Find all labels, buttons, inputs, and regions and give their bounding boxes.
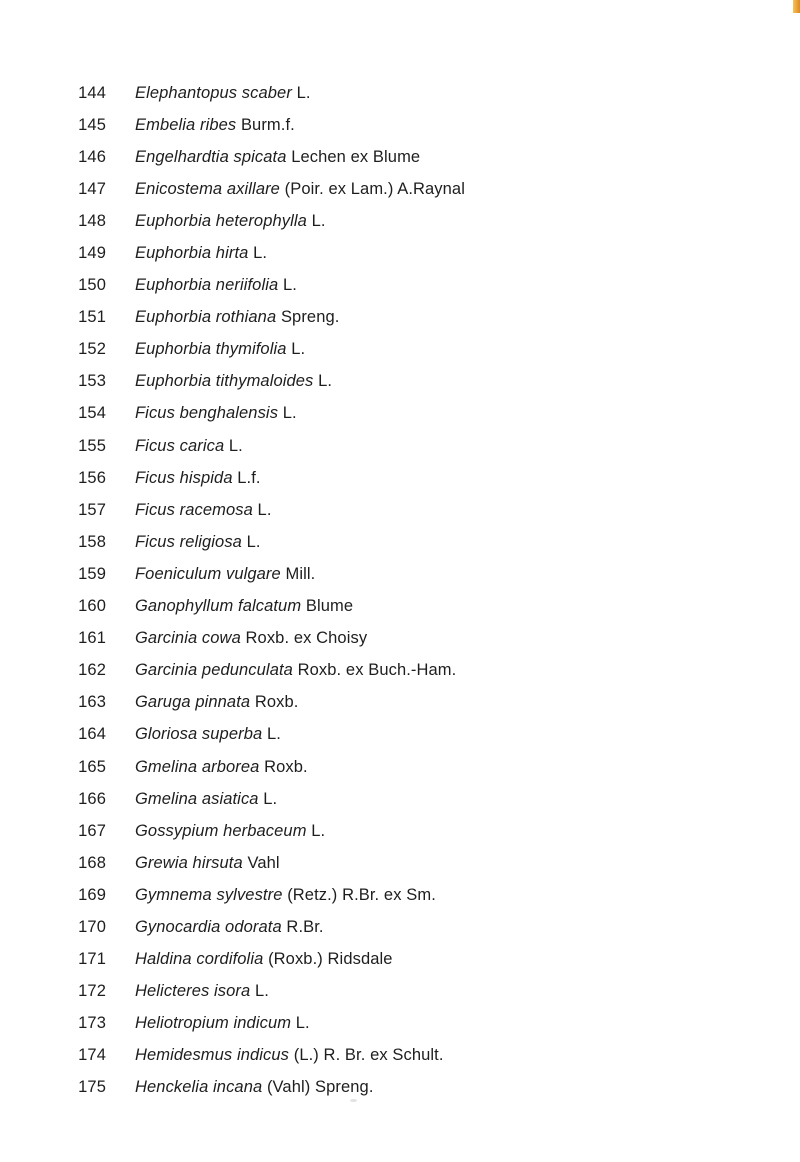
item-text (135, 84, 311, 103)
author-citation: L. (266, 725, 281, 744)
item-text (135, 501, 272, 520)
species-name: Helicteres isora (135, 982, 251, 1001)
item-number: 171 (78, 950, 106, 969)
item-text (135, 597, 353, 616)
item-text (135, 1078, 374, 1097)
list-item (0, 687, 800, 719)
species-name: Haldina cordifolia (135, 950, 264, 969)
list-item (0, 1040, 800, 1072)
species-name: Euphorbia heterophylla (135, 211, 307, 230)
list-item (0, 141, 800, 173)
item-text (135, 148, 420, 167)
item-number: 174 (78, 1046, 106, 1065)
list-item (0, 1072, 800, 1104)
list-item (0, 591, 800, 623)
list-item (0, 494, 800, 526)
item-text (135, 1014, 310, 1033)
species-name: Garcinia pedunculata (135, 661, 293, 680)
species-name: Hemidesmus indicus (135, 1046, 290, 1065)
list-item (0, 398, 800, 430)
author-citation: Lechen ex Blume (291, 147, 421, 166)
item-text (135, 918, 324, 937)
list-item (0, 366, 800, 398)
item-text (135, 822, 325, 841)
item-text (135, 276, 297, 295)
list-item (0, 911, 800, 943)
list-item (0, 334, 800, 366)
item-number: 159 (78, 564, 106, 583)
item-number: 144 (78, 83, 106, 102)
author-citation: L. (263, 789, 278, 808)
item-number: 163 (78, 693, 106, 712)
item-text (135, 116, 295, 135)
list-item (0, 976, 800, 1008)
item-text (135, 629, 367, 648)
list-item (0, 205, 800, 237)
list-item (0, 1008, 800, 1040)
list-item (0, 847, 800, 879)
author-citation: Roxb. (254, 693, 299, 712)
item-text (135, 340, 305, 359)
author-citation: L. (282, 404, 297, 423)
item-text (135, 308, 339, 327)
author-citation: (Vahl) Spreng. (266, 1078, 374, 1097)
item-number: 146 (78, 147, 106, 166)
item-text (135, 212, 326, 231)
author-citation: L. (296, 83, 311, 102)
item-number: 145 (78, 115, 106, 134)
item-number: 169 (78, 885, 106, 904)
author-citation: R.Br. (286, 917, 324, 936)
list-item (0, 815, 800, 847)
author-citation: L. (295, 1014, 310, 1033)
species-name: Ficus benghalensis (135, 404, 279, 423)
list-item (0, 623, 800, 655)
species-name: Ficus hispida (135, 468, 233, 487)
author-citation: Mill. (285, 564, 316, 583)
species-name: Euphorbia rothiana (135, 308, 277, 327)
item-number: 150 (78, 276, 106, 295)
item-text (135, 693, 298, 712)
item-text (135, 404, 297, 423)
author-citation: (L.) R. Br. ex Schult. (293, 1046, 444, 1065)
item-number: 164 (78, 725, 106, 744)
author-citation: L. (291, 340, 306, 359)
item-number: 147 (78, 179, 106, 198)
item-number: 154 (78, 404, 106, 423)
list-item (0, 655, 800, 687)
species-name: Ficus racemosa (135, 500, 253, 519)
author-citation: L. (318, 372, 333, 391)
author-citation: L.f. (237, 468, 261, 487)
item-text (135, 565, 315, 584)
list-item (0, 77, 800, 109)
list-item (0, 237, 800, 269)
author-citation: Roxb. (264, 757, 308, 776)
list-item (0, 462, 800, 494)
species-name: Gmelina asiatica (135, 789, 259, 808)
species-list (0, 77, 800, 1104)
item-text (135, 661, 456, 680)
author-citation: L. (311, 211, 326, 230)
item-number: 157 (78, 500, 106, 519)
item-text (135, 180, 465, 199)
species-name: Elephantopus scaber (135, 83, 292, 102)
species-name: Gossypium herbaceum (135, 821, 307, 840)
species-name: Gloriosa superba (135, 725, 263, 744)
item-text (135, 982, 269, 1001)
item-number: 156 (78, 468, 106, 487)
item-text (135, 372, 332, 391)
item-number: 153 (78, 372, 106, 391)
item-number: 149 (78, 244, 106, 263)
author-citation: L. (253, 244, 268, 263)
list-item (0, 270, 800, 302)
species-name: Garcinia cowa (135, 629, 241, 648)
list-item (0, 751, 800, 783)
list-item (0, 879, 800, 911)
item-number: 152 (78, 340, 106, 359)
item-number: 166 (78, 789, 106, 808)
item-text (135, 469, 261, 488)
item-number: 167 (78, 821, 106, 840)
author-citation: Spreng. (280, 308, 340, 327)
species-name: Euphorbia neriifolia (135, 276, 279, 295)
author-citation: L. (257, 500, 272, 519)
author-citation: L. (255, 982, 269, 1001)
species-name: Ficus carica (135, 436, 225, 455)
item-text (135, 725, 281, 744)
item-text (135, 854, 280, 873)
item-number: 175 (78, 1078, 106, 1097)
item-text (135, 533, 261, 552)
author-citation: L. (282, 276, 297, 295)
species-name: Embelia ribes (135, 115, 237, 134)
item-text (135, 244, 267, 263)
item-number: 170 (78, 917, 106, 936)
item-number: 155 (78, 436, 106, 455)
list-item (0, 302, 800, 334)
author-citation: Vahl (247, 853, 280, 872)
list-item (0, 944, 800, 976)
species-name: Gymnema sylvestre (135, 885, 283, 904)
list-item (0, 719, 800, 751)
author-citation: Blume (305, 597, 354, 616)
list-item (0, 558, 800, 590)
item-number: 148 (78, 211, 106, 230)
item-number: 173 (78, 1014, 106, 1033)
species-name: Ganophyllum falcatum (135, 597, 302, 616)
species-name: Euphorbia hirta (135, 244, 249, 263)
author-citation: (Roxb.) Ridsdale (268, 950, 393, 969)
list-item (0, 173, 800, 205)
item-text (135, 790, 277, 809)
list-item (0, 109, 800, 141)
item-number: 168 (78, 853, 106, 872)
author-citation: L. (228, 436, 243, 455)
author-citation: (Retz.) R.Br. ex Sm. (287, 885, 436, 904)
species-name: Euphorbia tithymaloides (135, 372, 314, 391)
item-number: 162 (78, 661, 106, 680)
page-marker-tab (793, 0, 800, 13)
author-citation: Roxb. ex Choisy (245, 629, 368, 648)
species-name: Gmelina arborea (135, 757, 260, 776)
item-number: 172 (78, 982, 106, 1001)
author-citation: L. (311, 821, 326, 840)
item-text (135, 758, 308, 777)
item-number: 151 (78, 308, 106, 327)
item-text (135, 886, 436, 905)
species-name: Henckelia incana (135, 1078, 263, 1097)
item-number: 158 (78, 532, 106, 551)
list-item (0, 430, 800, 462)
list-item (0, 783, 800, 815)
item-text (135, 437, 243, 456)
species-name: Euphorbia thymifolia (135, 340, 287, 359)
item-text (135, 950, 393, 969)
species-name: Gynocardia odorata (135, 917, 282, 936)
species-name: Engelhardtia spicata (135, 147, 287, 166)
species-name: Ficus religiosa (135, 532, 242, 551)
species-name: Heliotropium indicum (135, 1014, 292, 1033)
item-number: 165 (78, 757, 106, 776)
scan-artifact (350, 1099, 357, 1102)
author-citation: Burm.f. (240, 115, 295, 134)
species-name: Garuga pinnata (135, 693, 251, 712)
species-name: Grewia hirsuta (135, 853, 243, 872)
item-number: 160 (78, 597, 106, 616)
author-citation: Roxb. ex Buch.-Ham. (297, 661, 457, 680)
species-name: Foeniculum vulgare (135, 564, 281, 583)
list-item (0, 526, 800, 558)
item-text (135, 1046, 444, 1065)
author-citation: L. (246, 532, 261, 551)
species-name: Enicostema axillare (135, 179, 280, 198)
author-citation: (Poir. ex Lam.) A.Raynal (284, 179, 465, 198)
item-number: 161 (78, 629, 106, 648)
